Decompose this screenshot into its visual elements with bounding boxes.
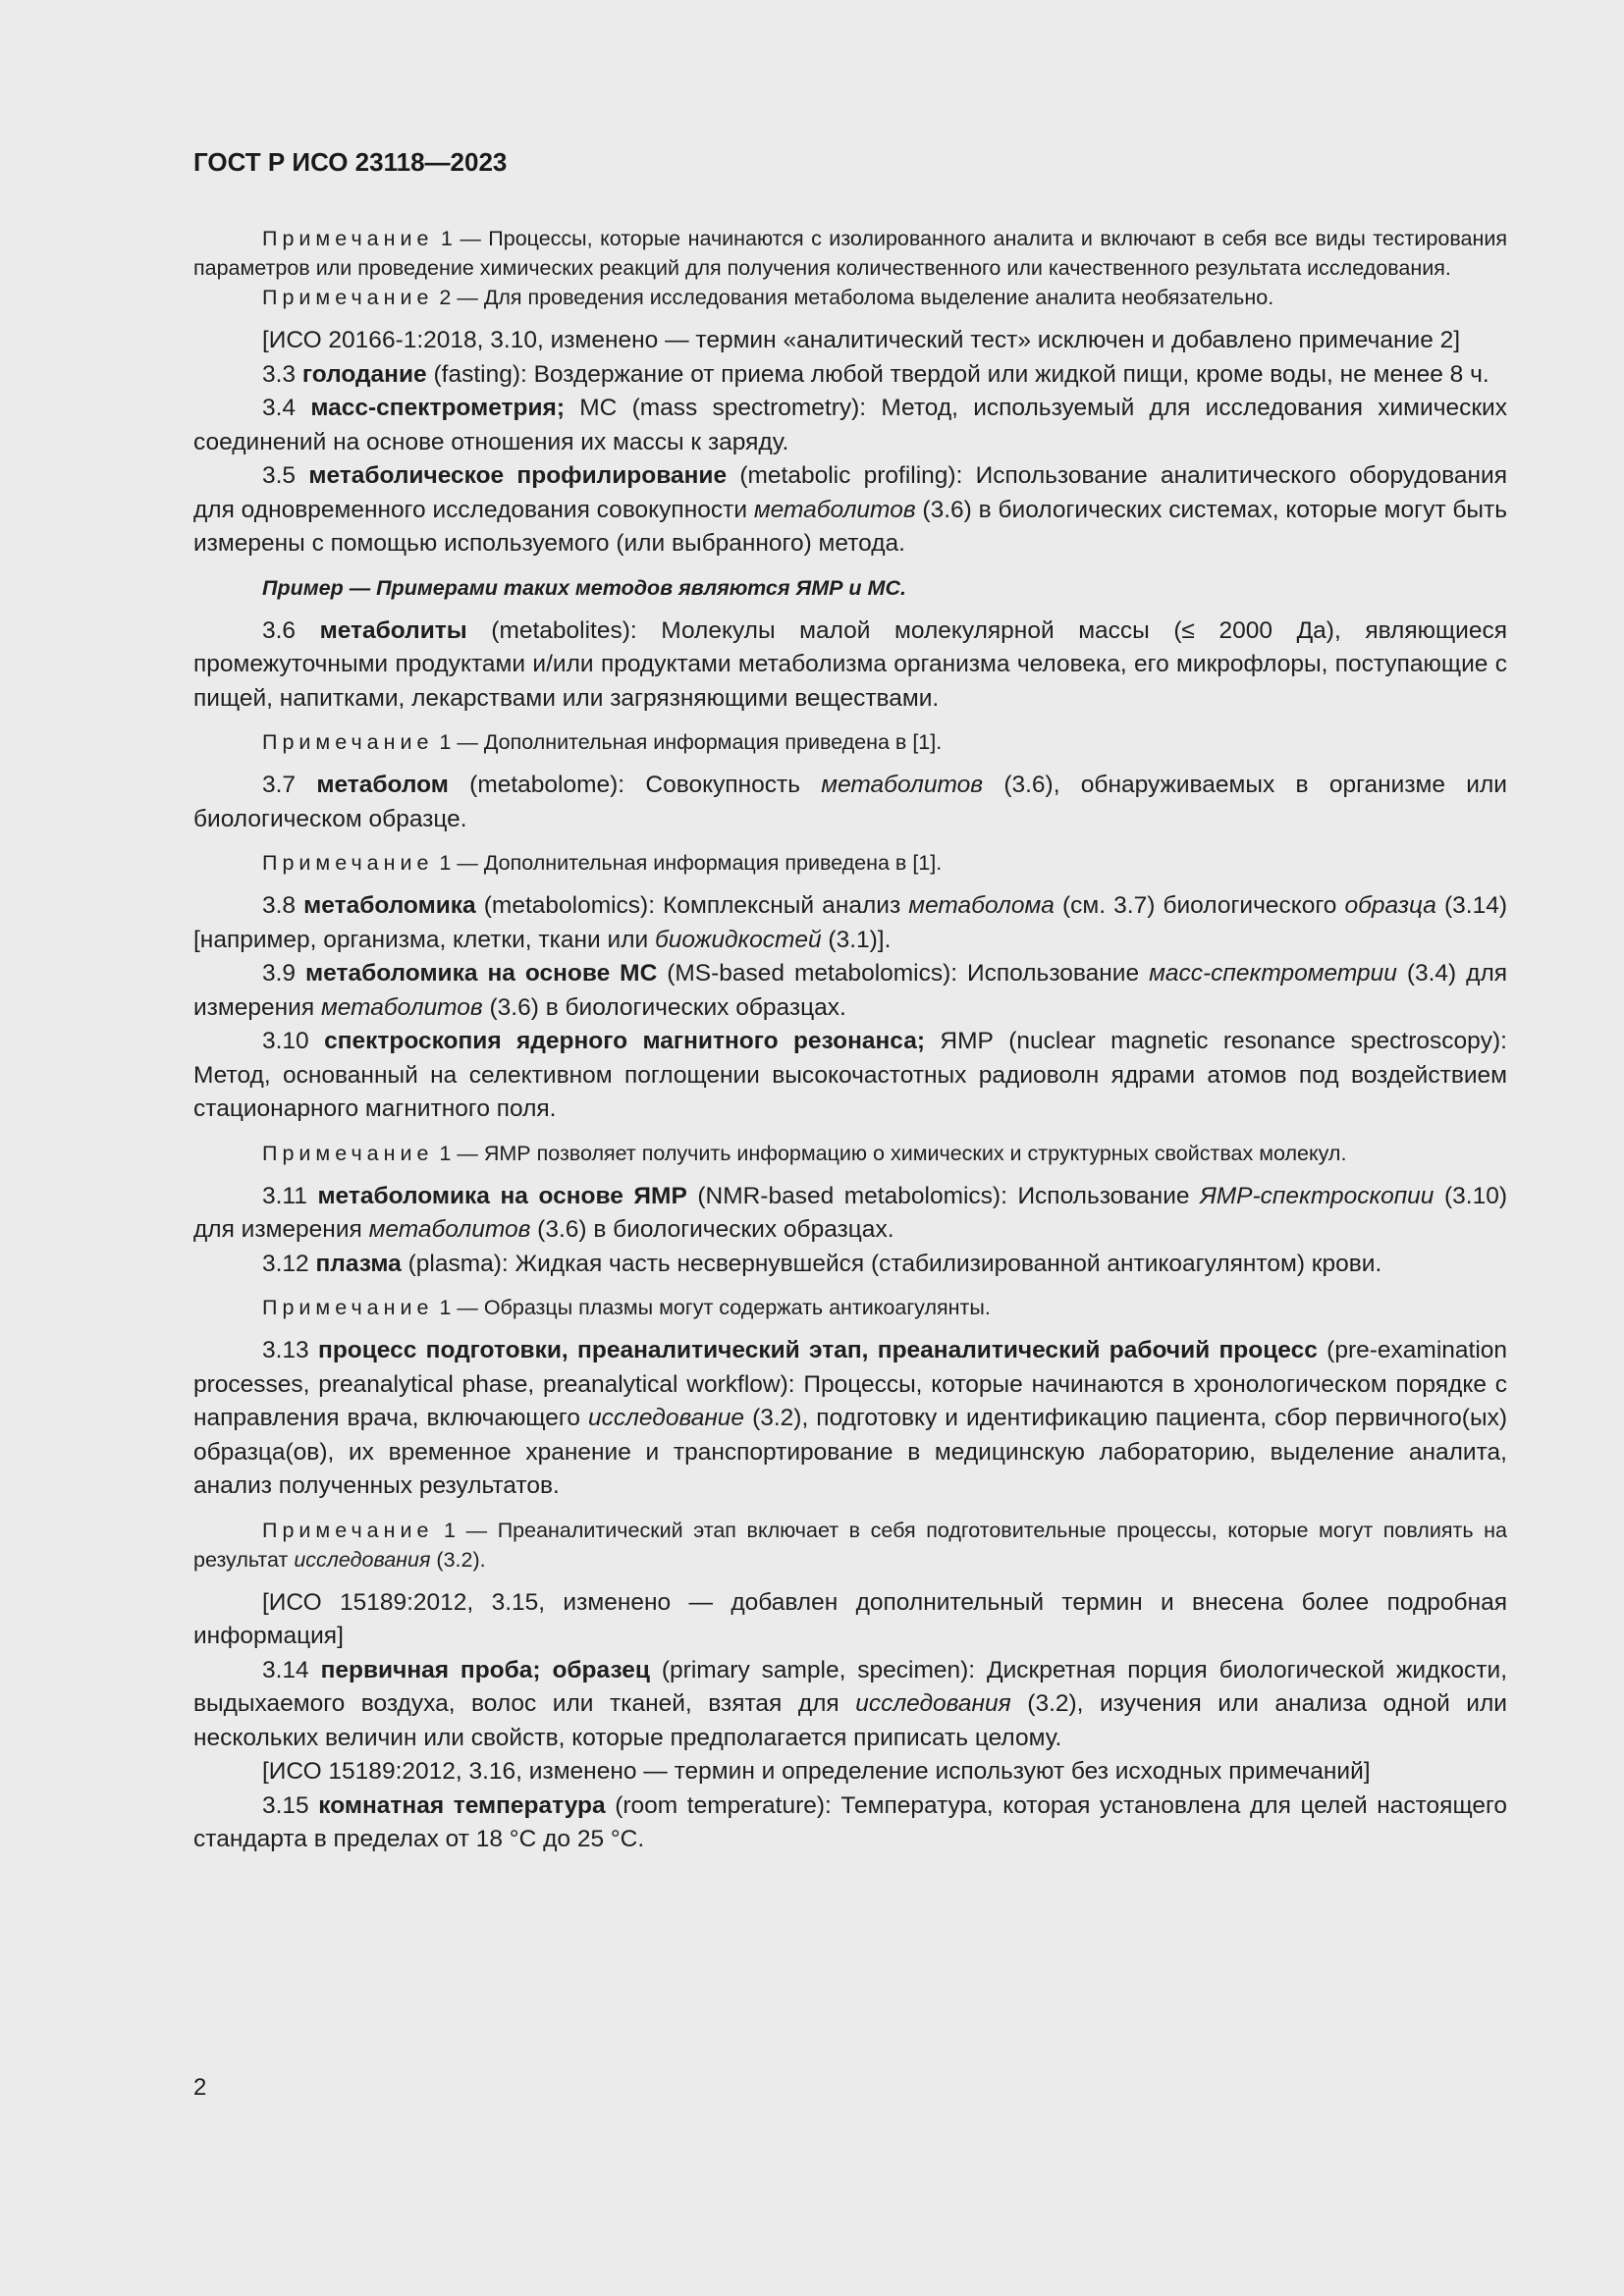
term-title: метаболом bbox=[316, 772, 449, 798]
document-header: ГОСТ Р ИСО 23118—2023 bbox=[193, 147, 508, 177]
example: Пример — Примерами таких методов являются ЯМР и МС. bbox=[262, 575, 906, 600]
source-reference: [ИСО 15189:2012, 3.16, изменено — термин и определение используют без исходных примечаний] bbox=[262, 1758, 1371, 1785]
term-3-11: 3.11 метаболомика на основе ЯМР (NMR-based metabolomics): Использование ЯМР-спектроскопии (3.10) для измерения метаболитов (3.6) в биологических образцах. bbox=[193, 1182, 1507, 1243]
term-title: комнатная температура bbox=[318, 1791, 606, 1819]
term-3-4: 3.4 масс-спектрометрия; МС (mass spectrometry): Метод, используемый для исследования химических соединений на основе отношения их массы к заряду. bbox=[193, 395, 1507, 455]
term-title: плазма bbox=[315, 1250, 402, 1277]
note-3-10-1: Примечание 1 — ЯМР позволяет получить информацию о химических и структурных свойствах молекул. bbox=[262, 1141, 1347, 1165]
term-3-7: 3.7 метаболом (metabolome): Совокупность метаболитов (3.6), обнаруживаемых в организме или биологическом образце. bbox=[193, 772, 1507, 832]
term-title: метаболиты bbox=[319, 616, 467, 644]
note-3-12-1: Примечание 1 — Образцы плазмы могут содержать антикоагулянты. bbox=[262, 1296, 991, 1319]
term-title: метаболомика на основе ЯМР bbox=[317, 1182, 687, 1209]
note-3-2-1: Примечание 1 — Процессы, которые начинаются с изолированного аналита и включают в себя все виды тестирования параметров или проведение химических реакций для получения количественного или качественного результата исследования. bbox=[193, 227, 1507, 280]
term-title: первичная проба; образец bbox=[320, 1656, 650, 1683]
term-3-3: 3.3 голодание (fasting): Воздержание от приема любой твердой или жидкой пищи, кроме воды, не менее 8 ч. bbox=[262, 360, 1489, 388]
source-reference: [ИСО 15189:2012, 3.15, изменено — добавлен дополнительный термин и внесена более подробная информация] bbox=[193, 1588, 1507, 1649]
term-title: метаболомика bbox=[303, 892, 476, 919]
term-3-14: 3.14 первичная проба; образец (primary sample, specimen): Дискретная порция биологической жидкости, выдыхаемого воздуха, волос или тканей, взятая для исследования (3.2), изучения или анализа одной или нескольких величин или свойств, которые предполагается приписать целому. bbox=[193, 1656, 1507, 1751]
note-3-2-2: Примечание 2 — Для проведения исследования метаболома выделение аналита необязательно. bbox=[262, 286, 1274, 309]
term-3-9: 3.9 метаболомика на основе МС (MS-based metabolomics): Использование масс-спектрометрии (3.4) для измерения метаболитов (3.6) в биологических образцах. bbox=[193, 960, 1508, 1021]
source-reference: [ИСО 20166-1:2018, 3.10, изменено — термин «аналитический тест» исключен и добавлено примечание 2] bbox=[262, 327, 1461, 353]
document-body bbox=[193, 224, 1507, 1857]
note-3-6-1: Примечание 1 — Дополнительная информация приведена в [1]. bbox=[262, 730, 943, 754]
term-3-6: 3.6 метаболиты (metabolites): Молекулы малой молекулярной массы (≤ 2000 Да), являющиеся промежуточными продуктами и/или продуктами метаболизма организма человека, его микрофлоры, поступающие с пищей, напитками, лекарствами или загрязняющими веществами. bbox=[193, 616, 1507, 712]
term-3-12: 3.12 плазма (plasma): Жидкая часть несвернувшейся (стабилизированной антикоагулянтом) крови. bbox=[262, 1250, 1382, 1277]
term-3-15: 3.15 комнатная температура (room temperature): Температура, которая установлена для целей настоящего стандарта в пределах от 18 °С до 25 °С. bbox=[193, 1791, 1507, 1852]
term-3-10: 3.10 спектроскопия ядерного магнитного резонанса; ЯМР (nuclear magnetic resonance spectroscopy): Метод, основанный на селективном поглощении высокочастотных радиоволн ядрами атомов под воздействием стационарного магнитного поля. bbox=[193, 1028, 1507, 1122]
term-title: процесс подготовки, преаналитический этап, преаналитический рабочий процесс bbox=[318, 1337, 1318, 1363]
term-title: масс-спектрометрия; bbox=[310, 395, 565, 421]
term-3-13: 3.13 процесс подготовки, преаналитический этап, преаналитический рабочий процесс (pre-examination processes, preanalytical phase, preanalytical workflow): Процессы, которые начинаются в хронологическом порядке с направления врача, включающего исследование (3.2), подготовку и идентификацию пациента, сбор первичного(ых) образца(ов), их временное хранение и транспортирование в медицинскую лабораторию, выделение аналита, анализ полученных результатов. bbox=[193, 1337, 1508, 1499]
page-number: 2 bbox=[193, 2074, 207, 2101]
term-title: голодание bbox=[301, 360, 427, 388]
term-title: метаболическое профилирование bbox=[308, 462, 728, 489]
term-3-8: 3.8 метаболомика (metabolomics): Комплексный анализ метаболома (см. 3.7) биологического образца (3.14) [например, организма, клетки, ткани или биожидкостей (3.1)]. bbox=[193, 892, 1507, 953]
term-3-5: 3.5 метаболическое профилирование (metabolic profiling): Использование аналитического оборудования для одновременного исследования совокупности метаболитов (3.6) в биологических системах, которые могут быть измерены с помощью используемого (или выбранного) метода. bbox=[193, 462, 1508, 557]
term-title: метаболомика на основе МС bbox=[305, 960, 658, 987]
note-3-7-1: Примечание 1 — Дополнительная информация приведена в [1]. bbox=[262, 851, 943, 875]
term-title: спектроскопия ядерного магнитного резонанса; bbox=[324, 1028, 926, 1054]
note-3-13-1: Примечание 1 — Преаналитический этап включает в себя подготовительные процессы, которые могут повлиять на результат исследования (3.2). bbox=[193, 1518, 1507, 1572]
